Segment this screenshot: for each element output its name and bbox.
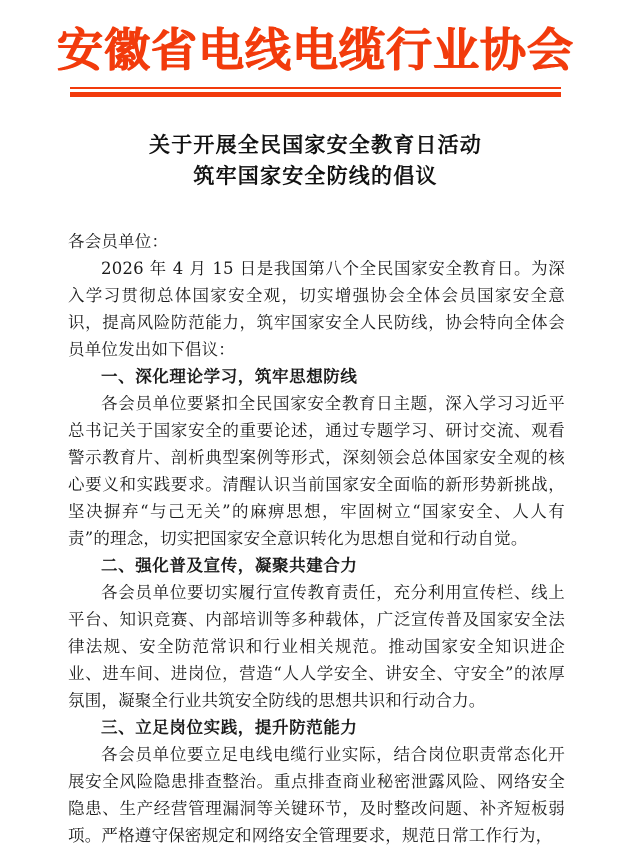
letterhead-rule-thick <box>70 92 561 97</box>
salutation: 各会员单位： <box>68 231 169 251</box>
document-title-line-2: 筑牢国家安全防线的倡议 <box>193 163 438 189</box>
letterhead <box>0 0 631 97</box>
section-body-1: 各会员单位要紧扣全民国家安全教育日主题，深入学习习近平总书记关于国家安全的重要论述，通过专题学习、研讨交流、观看警示教育片、剖析典型案例等形式，深刻领会总体国家安全观的核心要义和实践要求。清醒认识当前国家安全面临的新形势新挑战，坚决摒弃“与己无关”的麻痹思想，牢固树立“国家安全、人人有责”的理念，切实把国家安全意识转化为思想自觉和行动自觉。 <box>68 393 565 548</box>
document-title <box>0 129 631 192</box>
section-body-2: 各会员单位要切实履行宣传教育责任，充分利用宣传栏、线上平台、知识竞赛、内部培训等多种载体，广泛宣传普及国家安全法律法规、安全防范常识和行业相关规范。推动国家安全知识进企业、进车间、进岗位，营造“人人学安全、讲安全、守安全”的浓厚氛围，凝聚全行业共筑安全防线的思想共识和行动合力。 <box>68 582 565 710</box>
letterhead-rules <box>0 87 631 97</box>
section-heading-1: 一、深化理论学习，筑牢思想防线 <box>101 366 358 386</box>
section-body-3: 各会员单位要立足电线电缆行业实际，结合岗位职责常态化开展安全风险隐患排查整治。重点排查商业秘密泄露风险、网络安全隐患、生产经营管理漏洞等关键环节，及时整改问题、补齐短板弱项。严格遵守保密规定和网络安全管理要求，规范日常工作行为， <box>68 744 565 845</box>
organization-title: 安徽省电线电缆行业协会 <box>57 23 574 77</box>
document-title-line-1: 关于开展全民国家安全教育日活动 <box>149 131 482 157</box>
intro-paragraph: 2026 年 4 月 15 日是我国第八个全民国家安全教育日。为深入学习贯彻总体国家安全观，切实增强协会全体会员国家安全意识，提高风险防范能力，筑牢国家安全人民防线，协会特向全体会员单位发出如下倡议： <box>68 258 565 359</box>
section-heading-3: 三、立足岗位实践，提升防范能力 <box>101 717 358 737</box>
section-heading-2: 二、强化普及宣传，凝聚共建合力 <box>101 555 358 575</box>
document-body <box>0 228 631 849</box>
